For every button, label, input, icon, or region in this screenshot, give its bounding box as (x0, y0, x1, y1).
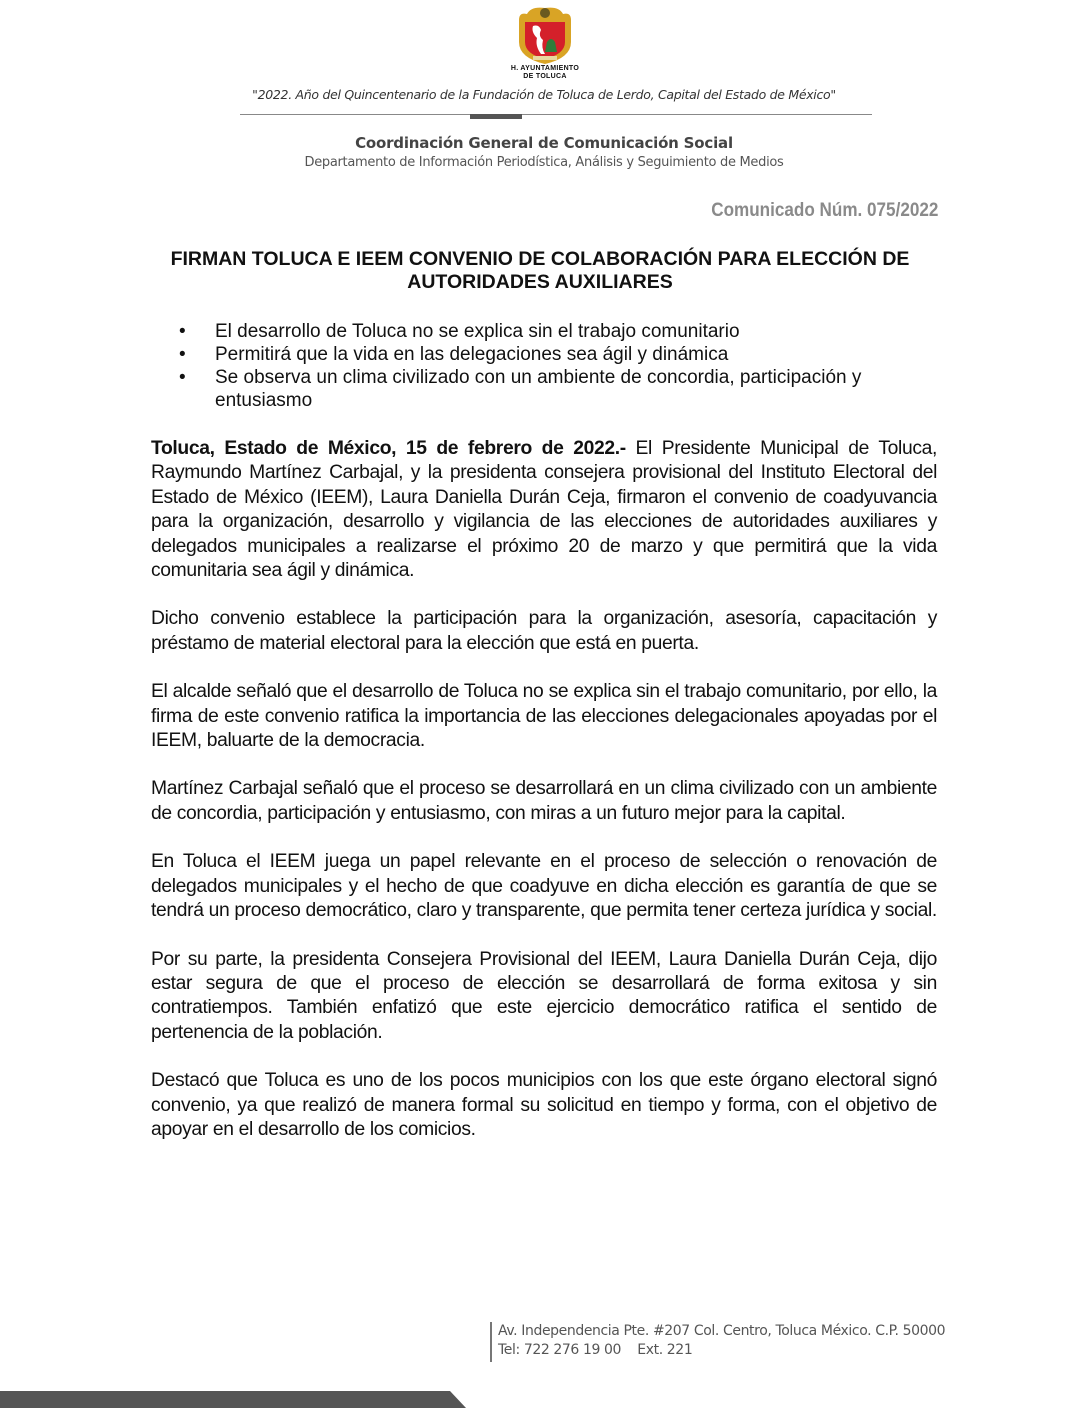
header-divider-accent (470, 114, 522, 119)
bullet-icon: • (179, 321, 186, 342)
body-paragraph: Martínez Carbajal señaló que el proceso se desarrollará en un clima civilizado con un ambiente de concordia, participación y entusiasmo, con miras a un futuro mejor para la capital. (151, 778, 937, 824)
body-paragraph: El alcalde señaló que el desarrollo de Toluca no se explica sin el trabajo comunitario, por ello, la firma de este convenio ratifica la importancia de las elecciones delegacionales apoyadas por el IEEM, baluarte de la democracia. (151, 681, 937, 752)
footer-contact (498, 1322, 945, 1360)
article-body (151, 437, 937, 1166)
bullet-icon: • (179, 367, 186, 388)
header-divider (240, 114, 872, 115)
footer-phone-line (498, 1341, 945, 1360)
highlight-text: El desarrollo de Toluca no se explica sin el trabajo comunitario (215, 321, 740, 342)
highlight-text: Permitirá que la vida en las delegaciones sea ágil y dinámica (215, 344, 729, 365)
dateline: Toluca, Estado de México, 15 de febrero de 2022.- (151, 438, 626, 459)
body-paragraph: Por su parte, la presidenta Consejera Provisional del IEEM, Laura Daniella Durán Ceja, dijo estar segura de que el proceso de elección se desarrollará de forma exitosa y sin contratiempos. También enfatizó que este ejercicio democrático ratifica el sentido de pertenencia de la población. (151, 948, 937, 1043)
communique-number: Comunicado Núm. 075/2022 (710, 200, 938, 221)
body-paragraph: Destacó que Toluca es uno de los pocos municipios con los que este órgano electoral signó convenio, ya que realizó de manera formal su solicitud en tiempo y forma, con el objetivo de apoyar en el desarrollo de los comicios. (151, 1070, 937, 1140)
department-subtitle: Departamento de Información Periodística, Análisis y Seguimiento de Medios (304, 155, 784, 170)
footer-divider (490, 1322, 492, 1362)
logo-text-line1: H. AYUNTAMIENTO (510, 65, 580, 72)
year-slogan: "2022. Año del Quincentenario de la Fundación de Toluca de Lerdo, Capital del Estado de México" (252, 87, 836, 102)
lead-paragraph (151, 437, 937, 583)
highlight-text: Se observa un clima civilizado con un ambiente de concordia, participación y entusiasmo (215, 367, 862, 411)
footer-extension: Ext. 221 (637, 1342, 693, 1358)
footer-stripe (0, 1387, 466, 1408)
body-paragraph: Dicho convenio establece la participación para la organización, asesoría, capacitación y préstamo de material electoral para la elección que está en puerta. (151, 608, 937, 654)
highlights-list (175, 320, 935, 412)
shield-icon (511, 4, 579, 66)
highlight-item (175, 366, 935, 412)
body-paragraph: En Toluca el IEEM juega un papel relevante en el proceso de selección o renovación de delegados municipales y el hecho de que coadyuve en dicha elección es garantía de que se tendrá un proceso democrático, claro y transparente, que permita tener certeza jurídica y social. (151, 851, 937, 922)
highlight-item (175, 343, 935, 366)
bullet-icon: • (179, 344, 186, 365)
logo-text-line2: DE TOLUCA (523, 73, 567, 80)
lead-text: El Presidente Municipal de Toluca, Raymundo Martínez Carbajal, y la presidenta consejera provisional del Instituto Electoral del Estado de México (IEEM), Laura Daniella Durán Ceja, firmaron el convenio de coadyuvancia para la organización, desarrollo y vigilancia de las elecciones de autoridades auxiliares y delegados municipales a realizarse el próximo 20 de marzo y que permitirá que la vida comunitaria sea ágil y dinámica. (151, 438, 937, 582)
coordination-title: Coordinación General de Comunicación Social (355, 134, 733, 152)
highlight-item (175, 320, 935, 343)
logo-caption (490, 65, 600, 81)
footer-phone: Tel: 722 276 19 00 (498, 1342, 622, 1358)
footer-address: Av. Independencia Pte. #207 Col. Centro, Toluca México. C.P. 50000 (498, 1323, 946, 1339)
press-release-title: FIRMAN TOLUCA E IEEM CONVENIO DE COLABORACIÓN PARA ELECCIÓN DE AUTORIDADES AUXILIARES (170, 248, 910, 293)
